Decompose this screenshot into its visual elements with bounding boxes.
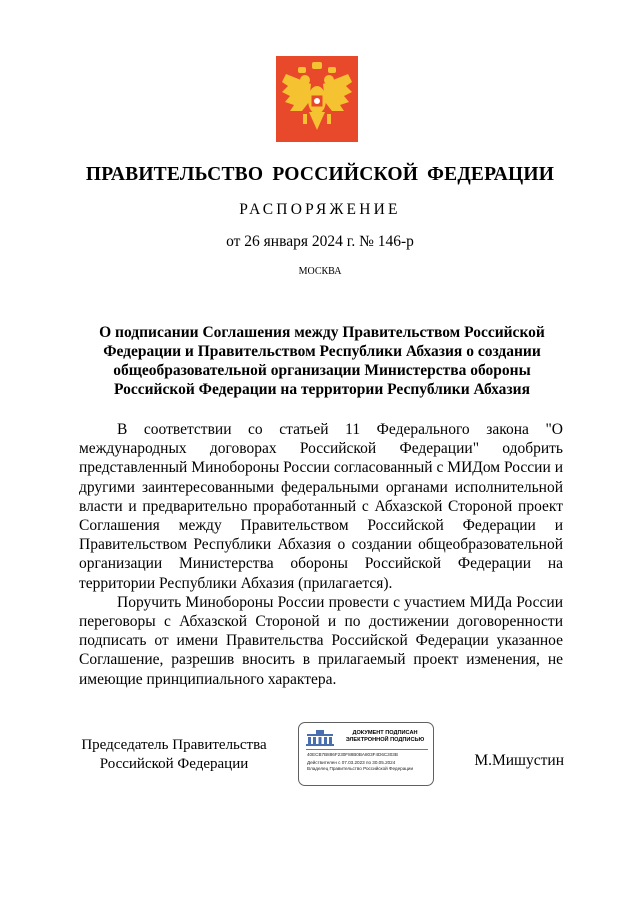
stamp-owner: Владелец Правительство Российской Федерации [307, 766, 414, 771]
stamp-divider [306, 749, 428, 750]
stamp-title-line-1: ДОКУМЕНТ ПОДПИСАН [352, 730, 418, 736]
signatory-position-line-1: Председатель Правительства [81, 737, 267, 753]
document-date-number: от 26 января 2024 г. № 146-р [226, 233, 414, 250]
document-kind: РАСПОРЯЖЕНИЕ [239, 201, 401, 218]
government-building-icon [305, 729, 335, 747]
government-title: ПРАВИТЕЛЬСТВО РОССИЙСКОЙ ФЕДЕРАЦИИ [85, 164, 555, 185]
body-paragraph-2: Поручить Минобороны России провести с участием МИДа России переговоры с Абхазской Стороной и по достижении договоренности подписать от имени Правительства Российской Федерации указанное Соглашение, разрешив вносить в прилагаемый проект изменения, не имеющие принципиального характера. [79, 593, 563, 688]
signatory-name: М.Мишустин [474, 752, 564, 769]
stamp-validity-period: Действителен с 07.03.2023 по 30.05.2024 [307, 760, 396, 765]
document-city: МОСКВА [298, 266, 342, 277]
stamp-validity-block [307, 760, 413, 772]
signatory-position [79, 736, 269, 774]
document-subject: О подписании Соглашения между Правительством Российской Федерации и Правительством Республики Абхазия о создании общеобразовательной организации Министерства обороны Российской Федерации на территории Республики Абхазия [99, 324, 545, 398]
stamp-certificate-number: 40ECB7B886F230F88B0BA803F4D6C303B [307, 752, 398, 757]
coat-of-arms-emblem [276, 56, 358, 142]
double-headed-eagle-icon [276, 56, 358, 142]
document-body [79, 420, 563, 689]
body-paragraph-1: В соответствии со статьей 11 Федерального закона "О международных договорах Российской Федерации" одобрить представленный Минобороны России согласованный с МИДом России и другими заинтересованными федеральными органами исполнительной власти и предварительно проработанный с Абхазской Стороной проект Соглашения между Правительством Российской Федерации и Правительством Республики Абхазия о создании общеобразовательной организации Министерства обороны Российской Федерации на территории Республики Абхазия (прилагается). [79, 421, 563, 592]
electronic-signature-stamp [298, 722, 434, 786]
signatory-position-line-2: Российской Федерации [99, 756, 249, 772]
stamp-title [339, 730, 431, 744]
stamp-title-line-2: ЭЛЕКТРОННОЙ ПОДПИСЬЮ [345, 737, 425, 743]
